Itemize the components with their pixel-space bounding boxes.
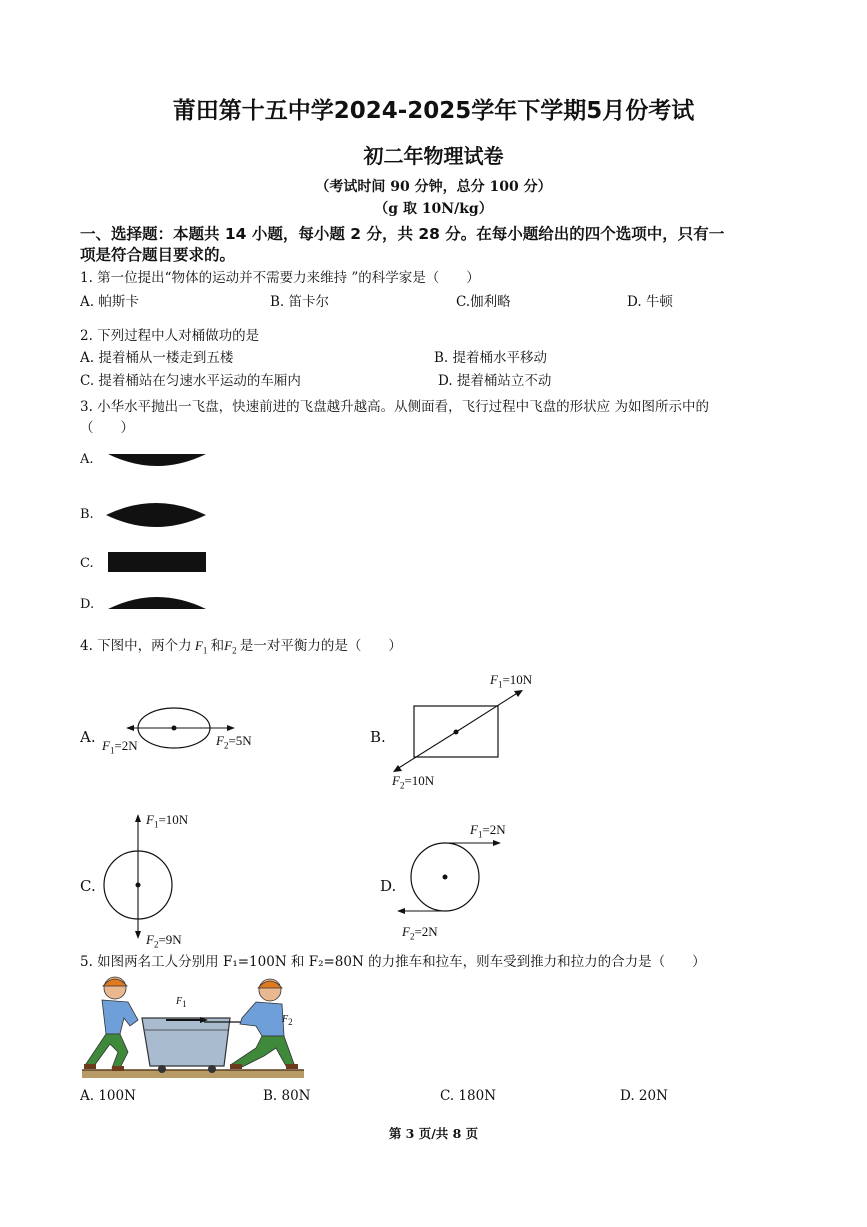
f-symbol: F [392,773,400,788]
q4-fig-d-f1-label [470,822,506,840]
q3-option-d-label: D. [80,597,95,612]
f-value: =2N [114,738,138,753]
f-value: =2N [482,822,506,837]
section-heading-line1: 一、选择题：本题共 14 小题，每小题 2 分，共 28 分。在每小题给出的四个选项中，只有一 [80,225,725,243]
q4-fig-a-label: A. [80,728,96,746]
q4-fig-b-f2-label [392,773,434,791]
q3-disc-shape-d [108,593,206,611]
q4-fig-a-f2-label [216,733,252,751]
q2-option-a: A. 提着桶从一楼走到五楼 [80,350,234,366]
q5-option-b: B. 80N [263,1088,311,1104]
f-symbol: F [176,996,183,1007]
q4-fig-b-label: B. [370,728,386,746]
exam-subtitle: 初二年物理试卷 [363,144,504,168]
f-value: =10N [502,672,533,687]
q1-option-a: A. 帕斯卡 [80,294,139,310]
g-note: （g 取 10N/kg） [374,201,493,217]
q4-fig-c-f2-label [146,932,182,950]
f-value: =10N [158,812,189,827]
q5-fig-f2-label [282,1014,293,1027]
q4-fig-d-label: D. [380,877,397,895]
q3-disc-shape-b [106,500,206,530]
q4-fig-c-f1-label [146,812,188,830]
q4-fig-b-diagram [385,690,525,780]
q5-option-a: A. 100N [80,1088,136,1104]
f-symbol: F [146,932,154,947]
f-subscript: 1 [477,829,483,840]
f-value: =10N [404,773,435,788]
q1-option-b: B. 笛卡尔 [270,294,330,310]
q4-f2-symbol: F [224,638,233,653]
f-value: =5N [228,733,252,748]
f-subscript: 1 [109,745,115,756]
q4-stem-and: 和 [210,638,225,654]
f-symbol: F [470,822,478,837]
exam-info: （考试时间 90 分钟，总分 100 分） [315,179,552,195]
page-number: 第 3 页/共 8 页 [388,1126,479,1141]
q5-fig-f1-label [176,996,187,1009]
f-subscript: 1 [182,999,187,1009]
q1-stem: 1. 第一位提出“物体的运动并不需要力来维持 ”的科学家是（ ） [80,270,480,286]
q4-f2-subscript: 2 [232,645,237,656]
q4-stem-suffix: 是一对平衡力的是（ ） [239,638,402,654]
f-value: =9N [158,932,182,947]
section-heading-line2: 项是符合题目要求的。 [80,246,236,264]
f-symbol: F [216,733,224,748]
q3-option-c-label: C. [80,556,94,571]
f-symbol: F [146,812,154,827]
q3-disc-shape-a [108,452,206,470]
q2-option-c: C. 提着桶站在匀速水平运动的车厢内 [80,373,301,389]
q4-fig-a-f1-label [102,738,138,756]
q4-fig-c-label: C. [80,877,96,895]
q4-stem [80,634,402,656]
q4-fig-b-f1-label [490,672,532,690]
q3-stem-line2: （ ） [80,420,134,436]
f-value: =2N [414,924,438,939]
q3-option-a-label: A. [80,452,94,467]
q4-f1-subscript: 1 [202,645,208,656]
q4-fig-c-diagram [100,812,180,942]
q5-stem: 5. 如图两名工人分别用 F₁=100N 和 F₂=80N 的力推车和拉车，则车受到推力和拉力的合力是（ ） [80,954,706,970]
q5-workers-cart-illustration [80,972,305,1084]
q1-option-c: C.伽利略 [456,294,511,310]
q4-f1-symbol: F [194,638,203,653]
q4-fig-d-diagram [395,838,505,918]
q2-option-d: D. 提着桶站立不动 [438,373,552,389]
f-subscript: 2 [223,740,229,751]
f-subscript: 2 [409,931,415,942]
exam-title: 莆田第十五中学2024-2025学年下学期5月份考试 [172,98,695,124]
f-subscript: 2 [399,780,405,791]
q3-stem-line1: 3. 小华水平抛出一飞盘，快速前进的飞盘越升越高。从侧面看，飞行过程中飞盘的形状应 为如图所示中的 [80,399,709,415]
f-subscript: 2 [153,939,159,950]
q5-option-d: D. 20N [620,1088,668,1104]
q4-stem-prefix: 4. 下图中，两个力 [80,638,192,654]
q4-fig-d-f2-label [402,924,438,942]
q3-disc-shape-c [108,552,206,572]
f-symbol: F [490,672,498,687]
q5-option-c: C. 180N [440,1088,497,1104]
f-symbol: F [102,738,110,753]
q2-stem: 2. 下列过程中人对桶做功的是 [80,328,260,344]
f-subscript: 2 [288,1017,293,1027]
f-subscript: 1 [153,819,159,830]
q2-option-b: B. 提着桶水平移动 [434,350,548,366]
q1-option-d: D. 牛顿 [627,294,673,310]
f-symbol: F [282,1014,289,1025]
f-symbol: F [402,924,410,939]
q3-option-b-label: B. [80,507,94,522]
f-subscript: 1 [497,679,503,690]
